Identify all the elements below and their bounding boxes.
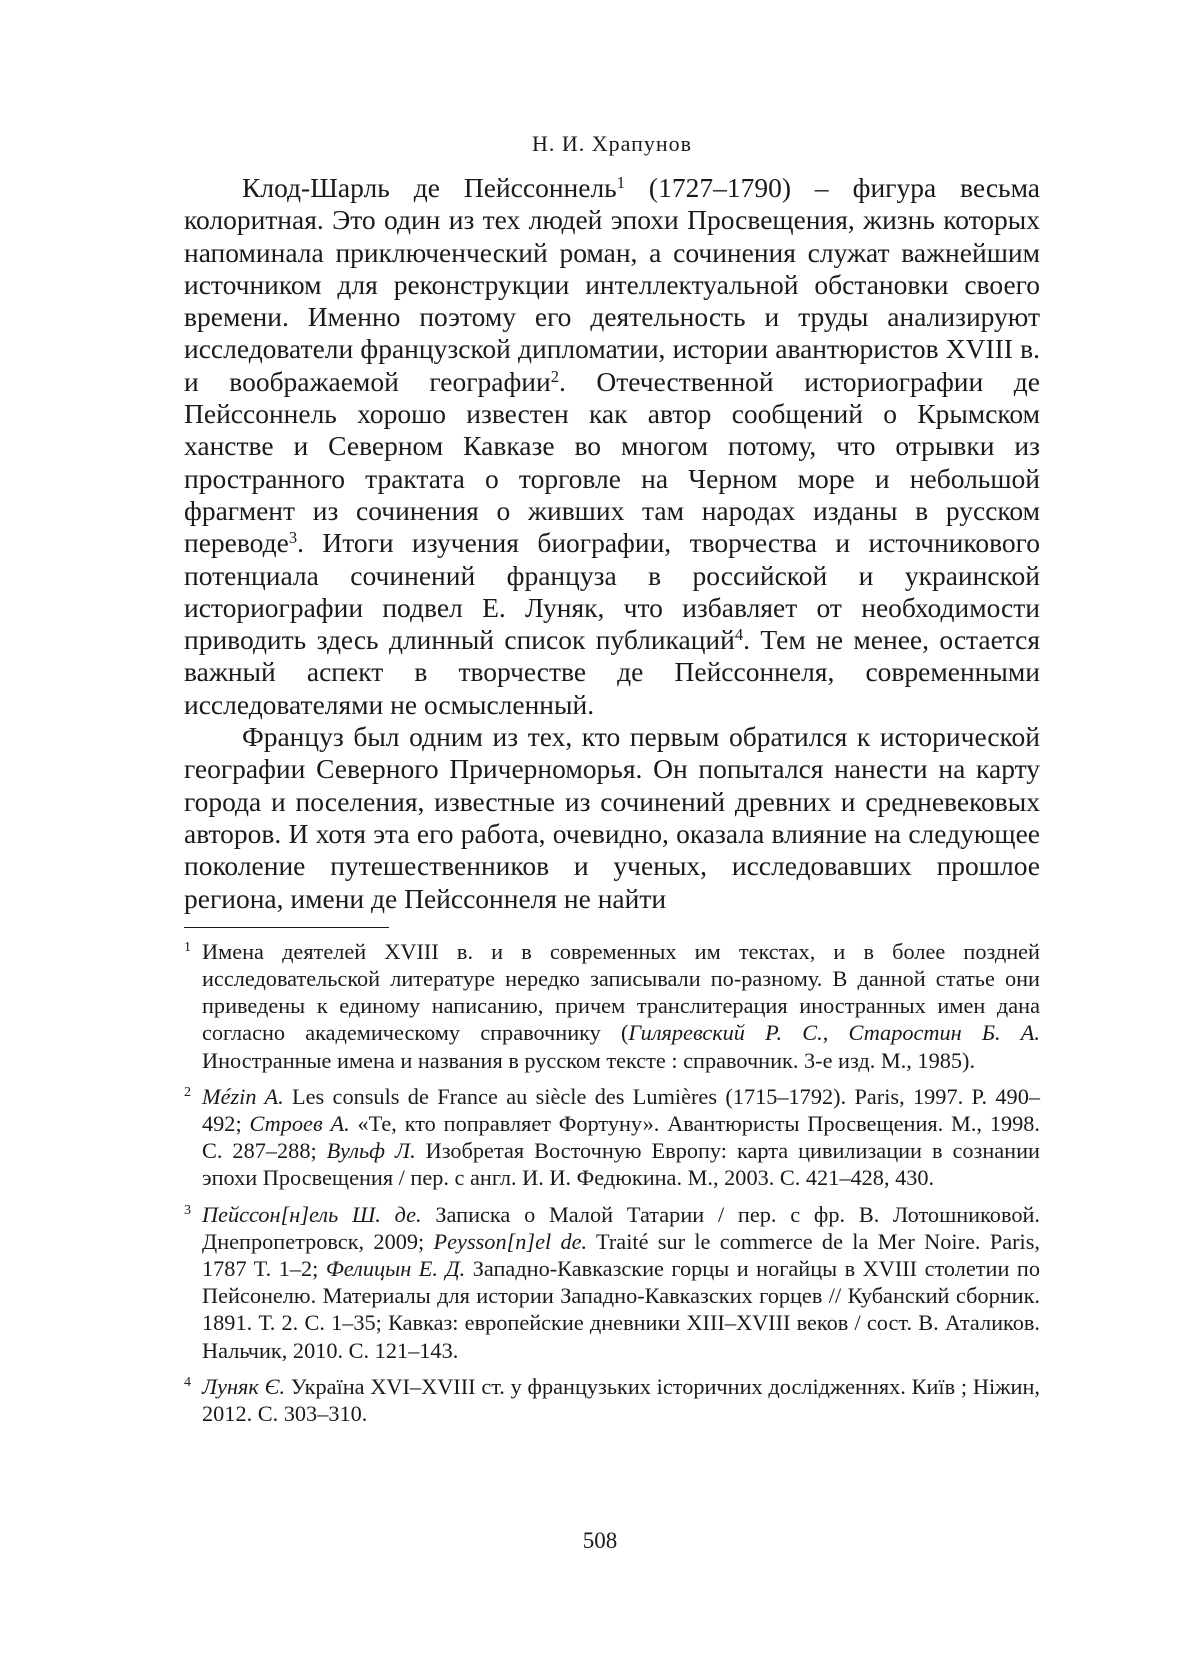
body-text [184,172,1040,915]
footnote-1 [184,938,1040,1074]
footnote-text [202,939,1040,1073]
text-run: Les consuls de France au siècle des Lumières (1715–1792). Paris, 1997. P. 490–492; [202,1083,1040,1137]
text-run: Україна XVI–XVIII ст. у французьких історичних дослідженнях. Київ ; Ніжин, 2012. С. 303–310. [202,1373,1040,1427]
footnotes [184,938,1040,1427]
text-run: (1727–1790) – фигура весьма колоритная. Это один из тех людей эпохи Просвещения, жизнь которых напоминала приключенческий роман, а сочинения служат важнейшим источником для реконструкции интеллектуальной обстановки своего времени. Именно поэтому его деятельность и труды анализируют исследователи французской дипломатии, истории авантюристов XVIII в. и воображаемой географии [184,172,1040,397]
text-run: Западно-Кавказские горцы и ногайцы в XVIII столетии по Пейсонелю. Материалы для истории Западно-Кавказских горцев // Кубанский сборник. 1891. Т. 2. С. 1–35; Кавказ: европейские дневники XIII–XVIII веков / сост. В. Аталиков. Нальчик, 2010. С. 121–143. [202,1256,1040,1363]
footnote-4 [184,1373,1040,1427]
text-run: Иностранные имена и названия в русском тексте : справочник. 3-е изд. М., 1985). [202,1047,976,1073]
running-head: Н. И. Храпунов [531,131,693,156]
italic-run: Peysson[n]el de. [433,1228,588,1254]
footnote-3 [184,1201,1040,1364]
text-run: Имена деятелей XVIII в. и в современных им текстах, и в более поздней исследовательской литературе нередко записывали по-разному. В данной статье они приведены к единому написанию, причем транслитерация иностранных имен дана согласно академическому справочнику ( [202,938,1040,1046]
footnote-number: 3 [184,1202,191,1218]
italic-run: Старостин Б. А. [848,1020,1040,1046]
italic-run: Строев А. [249,1111,350,1137]
footnote-2 [184,1083,1040,1192]
page [184,128,1040,1436]
footnote-ref: 4 [734,625,744,645]
footnote-text [202,1084,1040,1191]
footnote-text [202,1202,1040,1363]
text-run: Изобретая Восточную Европу: карта цивилизации в сознании эпохи Просвещения / пер. с англ. И. И. Федюкина. М., 2003. С. 421–428, 430. [202,1138,1040,1191]
text-run: Записка о Малой Татарии / пер. с фр. В. Лотошниковой. Днепропетровск, 2009; [202,1201,1040,1254]
italic-run: Фелицын Е. Д. [325,1256,466,1282]
page-number: 508 [582,1528,618,1553]
footnote-text [202,1374,1040,1426]
text-run: , [822,1020,849,1046]
italic-run: Луняк Є. [202,1373,286,1399]
footnote-ref: 1 [616,172,625,192]
text-run: Traité sur le commerce de la Mer Noire. Paris, 1787 T. 1–2; [202,1228,1040,1282]
footnote-ref: 2 [550,366,559,386]
text-run: Француз был одним из тех, кто первым обратился к исторической географии Северного Причерноморья. Он попытался нанести на карту города и поселения, известные из сочинений древних и средневековых авторов. И хотя эта его работа, очевидно, оказала влияние на следующее поколение путешественников и ученых, исследовавших прошлое региона, имени де Пейссоннеля не найти [184,721,1040,914]
footnote-ref: 3 [288,528,298,548]
text-run: «Те, кто поправляет Фортуну». Авантюристы Просвещения. М., 1998. С. 287–288; [202,1111,1040,1164]
italic-run: Пейссон[н]ель Ш. де. [202,1201,422,1227]
text-run: . Тем не менее, остается важный аспект в творчестве де Пейссоннеля, современными исследователями не осмысленный. [184,624,1040,720]
text-run: . Отечественной историографии де Пейссоннель хорошо известен как автор сообщений о Крымском ханстве и Северном Кавказе во многом потому, что отрывки из пространного трактата о торговле на Черном море и небольшой фрагмент из сочинения о живших там народах изданы в русском переводе [184,365,1040,559]
italic-run: Mézin A. [202,1083,284,1109]
italic-run: Вульф Л. [326,1138,416,1164]
italic-run: Гиляревский Р. С. [628,1020,823,1046]
footnote-rule [184,927,389,928]
paragraph-2 [184,721,1040,915]
footnote-number: 2 [184,1084,191,1100]
footnote-number: 1 [184,939,191,955]
text-run: Клод-Шарль де Пейссоннель [242,172,617,203]
paragraph-1 [184,172,1040,721]
footnote-number: 4 [184,1374,191,1390]
text-run: . Итоги изучения биографии, творчества и источникового потенциала сочинений француза в российской и украинской историографии подвел Е. Луняк, что избавляет от необходимости приводить здесь длинный список публикаций [184,527,1040,656]
